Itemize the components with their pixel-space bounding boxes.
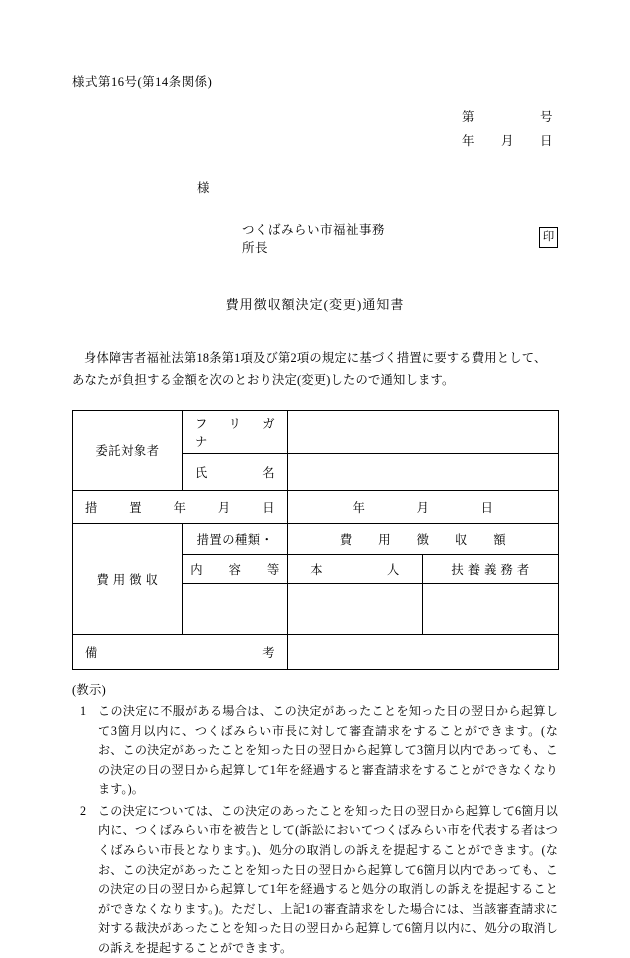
lead-paragraph: 身体障害者福祉法第18条第1項及び第2項の規定に基づく措置に要する費用として、あなたが負担する金額を次のとおり決定(変更)したので通知します。 xyxy=(72,350,547,388)
cell-measure-kind-label2: 内 容 等 xyxy=(183,554,288,583)
cell-amount-support-label: 扶 養 義 務 者 xyxy=(423,554,559,583)
remarks-label-text: 備 考 xyxy=(85,645,275,660)
seal-stamp-box: 印 xyxy=(539,227,558,248)
table-row xyxy=(73,523,559,554)
cell-measure-date-value[interactable]: 年 月 日 xyxy=(288,490,559,523)
page-title: 費用徴収額決定(変更)通知書 xyxy=(225,296,405,312)
cell-amount-self-label: 本 人 xyxy=(288,554,423,583)
addressee-line: 様 xyxy=(197,180,211,195)
cell-measure-kind-label: 措置の種類・ xyxy=(183,523,288,554)
list-item xyxy=(72,802,558,958)
cell-remarks-value[interactable] xyxy=(288,634,559,669)
cell-amount-header: 費 用 徴 収 額 xyxy=(288,523,559,554)
document-number-line: 第 号 xyxy=(462,110,554,124)
instruction-text: この決定に不服がある場合は、この決定があったことを知った日の翌日から起算して3箇月以内に、つくばみらい市長に対して審査請求をすることができます。(なお、この決定があったことを知った日の翌日から起算して3箇月以内であっても、この決定の日の翌日から起算して1年を経過すると審査請求をすることができなくなります。)。 xyxy=(98,703,558,797)
furigana-label-text: フ リ ガ ナ xyxy=(195,416,288,449)
table-row xyxy=(73,634,559,669)
table-row xyxy=(73,490,559,523)
issuer-row xyxy=(72,220,558,256)
cell-remarks-label xyxy=(73,634,288,669)
measure-date-label-text: 措 置 年 月 日 xyxy=(85,500,275,515)
form-number: 様式第16号(第14条関係) xyxy=(72,75,213,89)
list-item xyxy=(72,702,558,800)
cell-furigana-value[interactable] xyxy=(288,410,559,453)
cell-entrusted-person-label: 委託対象者 xyxy=(73,410,183,490)
instruction-number: 2 xyxy=(80,803,87,818)
cell-name-label xyxy=(183,453,288,490)
cell-name-value[interactable] xyxy=(288,453,559,490)
instructions-list xyxy=(72,702,558,958)
cost-collection-table xyxy=(72,410,559,670)
cell-amount-support-value[interactable] xyxy=(423,583,559,634)
name-label-text: 氏 名 xyxy=(195,465,275,480)
issuer-name: つくばみらい市福祉事務所長 xyxy=(242,222,386,255)
cell-furigana-label xyxy=(183,410,288,453)
instruction-text: この決定については、この決定のあったことを知った日の翌日から起算して6箇月以内に、つくばみらい市を被告として(訴訟においてつくばみらい市を代表する者はつくばみらい市長となります。)、処分の取消しの訴えを提起することができます。(なお、この決定があったことを知った日の翌日から起算して6箇月以内であっても、この決定の日の翌日から起算して1年を経過すると処分の取消しの訴えを提起することができなくなります。)。ただし、上記1の審査請求をした場合には、当該審査請求に対する裁決があったことを知った日の翌日から起算して6箇月以内に、処分の取消しの訴えを提起することができます。 xyxy=(98,803,558,955)
instruction-number: 1 xyxy=(80,703,87,718)
header-right-block xyxy=(72,106,558,154)
cell-amount-self-value[interactable] xyxy=(288,583,423,634)
instructions-heading: (教示) xyxy=(72,682,106,697)
table-row xyxy=(73,410,559,453)
document-date-line: 年 月 日 xyxy=(462,133,554,148)
cell-measure-date-label xyxy=(73,490,288,523)
cell-cost-collection-label: 費 用 徴 収 xyxy=(73,523,183,634)
cell-measure-kind-value[interactable] xyxy=(183,583,288,634)
